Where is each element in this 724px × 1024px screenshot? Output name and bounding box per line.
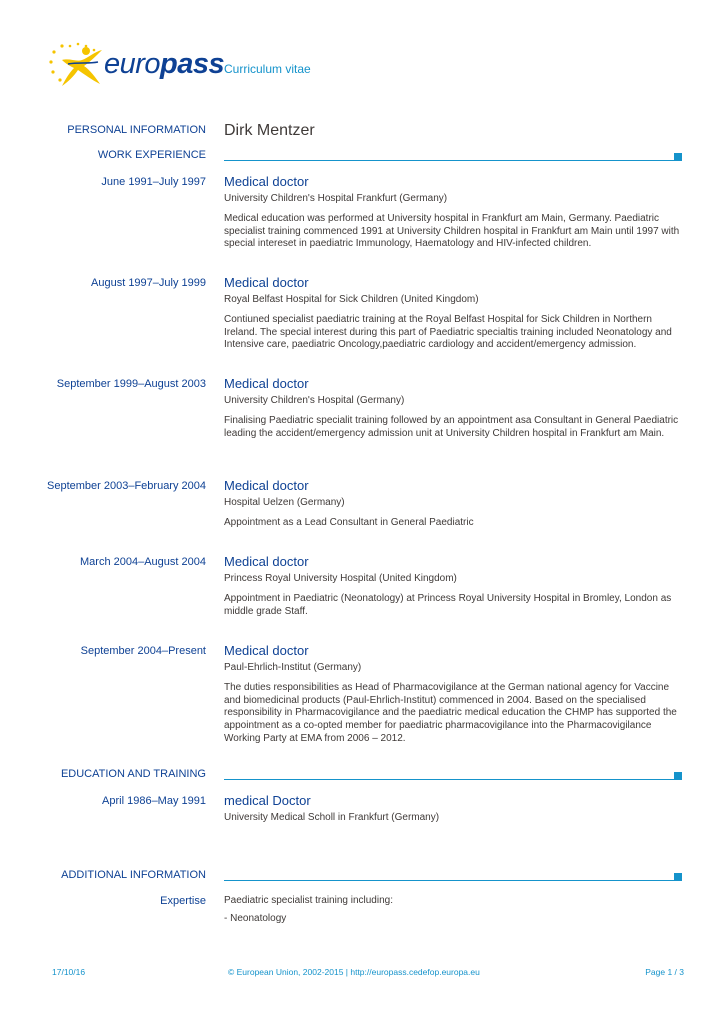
entry-organisation: Royal Belfast Hospital for Sick Children (United Kingdom): [224, 294, 479, 305]
expertise-line: Paediatric specialist training including:: [224, 895, 393, 906]
footer-page-number: Page 1 / 3: [645, 967, 684, 977]
entry-title: Medical doctor: [224, 275, 309, 290]
entry-organisation: Paul-Ehrlich-Institut (Germany): [224, 662, 362, 673]
entry-organisation: University Children's Hospital Frankfurt (Germany): [224, 193, 448, 204]
entry-dates: April 1986–May 1991: [102, 795, 206, 807]
entry-dates: March 2004–August 2004: [80, 556, 206, 568]
entry-title: Medical doctor: [224, 643, 309, 658]
entry-description: Medical education was performed at University hospital in Frankfurt am Main, Germany. Paediatric specialist training commenced 1991 at University Children hospital in Frankfurt am Main until 1997 with special intereset in paediatric Immunology, Haematology and HIV-infected children.: [224, 212, 680, 250]
footer-copyright: © European Union, 2002-2015 | http://europass.cedefop.europa.eu: [228, 967, 480, 977]
entry-description: Finalising Paediatric specialit training followed by an appointment asa Consultant in General Paediatric leading the accident/emergency admission unit at University Children hospital in Frankfurt am Main.: [224, 414, 679, 439]
education-label: EDUCATION AND TRAINING: [60, 768, 206, 780]
document-title: Curriculum vitae: [224, 62, 311, 76]
entry-dates: September 2004–Present: [80, 645, 206, 657]
entry-description: Contiuned specialist paediatric training at the Royal Belfast Hospital for Sick Children in Northern Ireland. The special interest during this part of Paediatric specialtis training included Neonatology and Intensive care, paediatric Oncology,paediatric cardiology and accident/emergency admission.: [224, 313, 672, 351]
entry-description: Appointment as a Lead Consultant in General Paediatric: [224, 516, 474, 528]
entry-title: Medical doctor: [224, 478, 309, 493]
europass-logo: [48, 38, 225, 94]
entry-organisation: Hospital Uelzen (Germany): [224, 497, 345, 508]
entry-title: Medical doctor: [224, 376, 309, 391]
section-rule: [224, 160, 676, 161]
entry-dates: June 1991–July 1997: [101, 176, 206, 188]
footer-date: 17/10/16: [52, 967, 86, 977]
personal-information-label: PERSONAL INFORMATION: [67, 124, 206, 136]
entry-organisation: University Children's Hospital (Germany): [224, 395, 405, 406]
section-rule: [224, 880, 676, 881]
expertise-label: Expertise: [160, 895, 206, 907]
person-name: Dirk Mentzer: [224, 122, 315, 139]
entry-dates: September 1999–August 2003: [56, 378, 206, 390]
work-experience-label: WORK EXPERIENCE: [97, 149, 206, 161]
entry-description: The duties responsibilities as Head of Pharmacovigilance at the German national agency for Vaccine and biomedicinal products (Paul-Ehrlich-Institut) commenced in 2004. Based on the specialised responsibility in Pharmacovigilance and the paediatric medical education the CHMP has supported the appointment as a co-opted member for paediatric pharmacovigilance into the Pharmacovigilance Working Party at EMA from 2006 – 2012.: [224, 681, 677, 744]
entry-description: Appointment in Paediatric (Neonatology) at Princess Royal University Hospital in Bromley, London as middle grade Staff.: [224, 592, 672, 617]
section-rule: [224, 779, 676, 780]
entry-title: Medical doctor: [224, 174, 309, 189]
entry-organisation: University Medical Scholl in Frankfurt (Germany): [224, 812, 440, 823]
entry-organisation: Princess Royal University Hospital (United Kingdom): [224, 573, 457, 584]
entry-title: Medical doctor: [224, 554, 309, 569]
expertise-line: - Neonatology: [224, 912, 287, 924]
section-marker: [674, 772, 682, 780]
section-marker: [674, 873, 682, 881]
entry-dates: September 2003–February 2004: [47, 480, 206, 492]
entry-title: medical Doctor: [224, 793, 311, 808]
entry-dates: August 1997–July 1999: [91, 277, 206, 289]
additional-information-label: ADDITIONAL INFORMATION: [61, 869, 206, 881]
header: [48, 38, 708, 94]
section-marker: [674, 153, 682, 161]
logo-wordmark: europass: [104, 48, 225, 80]
